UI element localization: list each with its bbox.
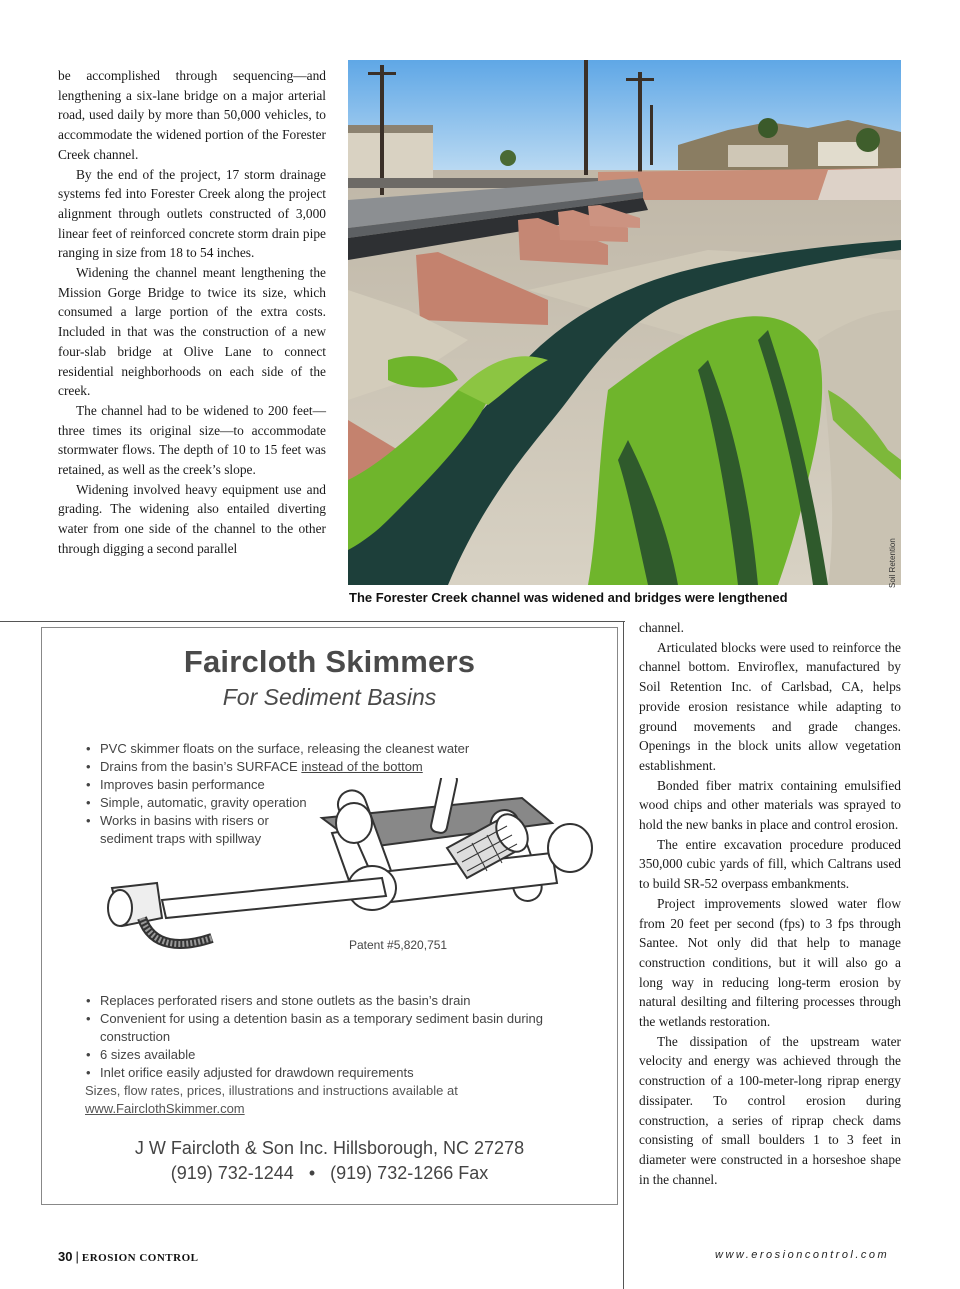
bullet-separator: • bbox=[298, 1163, 326, 1183]
ad-info bbox=[85, 1082, 458, 1118]
article-left-column bbox=[58, 66, 326, 559]
ad-company: J W Faircloth & Son Inc. Hillsborough, NC 27278 bbox=[134, 1138, 525, 1158]
vertical-divider bbox=[623, 621, 624, 1289]
horizontal-divider bbox=[0, 621, 625, 622]
article-paragraph: Widening involved heavy equipment use and grading. The widening also entailed diverting water from one side of the channel to the other through digging a second parallel bbox=[58, 481, 326, 556]
article-paragraph: Articulated blocks were used to reinforce the channel bottom. Enviroflex, manufactured by Soil Retention Inc. of Carlsbad, CA, helps provide erosion resistance while adapting to ground movements and grade changes. Openings in the block units allow vegetation establishment. bbox=[639, 639, 901, 773]
ad-features-bottom bbox=[86, 992, 606, 1082]
ad-patent: Patent #5,820,751 bbox=[349, 938, 448, 952]
ad-feature: • Replaces perforated risers and stone outlets as the basin’s drain bbox=[86, 992, 606, 1010]
article-paragraph: The channel had to be widened to 200 feet—three times its original size—to accommodate stormwater flows. The depth of 10 to 15 feet was retained, as well as the creek’s slope. bbox=[58, 402, 326, 478]
ad-feature: • Simple, automatic, gravity operation bbox=[86, 794, 506, 812]
article-paragraph: Project improvements slowed water flow from 20 feet per second (fps) to 3 fps through Santee. Not only did that help to manage construction conditions, but it will also go a long way in reducing long-term erosion by natural desilting and filtering processes through the wetlands restoration. bbox=[639, 895, 901, 1030]
magazine-name: EROSION CONTROL bbox=[81, 1252, 199, 1264]
faircloth-skimmer-advertisement bbox=[41, 627, 618, 1205]
article-paragraph: Widening the channel meant lengthening the Mission Gorge Bridge to twice its size, which consumed a large portion of the extra costs. Included in that was the construction of a new four-slab bridge at Olive Lane to connect residential neighborhoods on each side of the creek. bbox=[58, 265, 326, 399]
ad-feature: • Inlet orifice easily adjusted for drawdown requirements bbox=[86, 1064, 606, 1082]
footer-separator: | bbox=[75, 1249, 79, 1264]
article-paragraph: channel. bbox=[639, 620, 684, 635]
ad-website-link[interactable]: www.FairclothSkimmer.com bbox=[85, 1101, 245, 1116]
ad-feature: • 6 sizes available bbox=[86, 1046, 606, 1064]
page-number: 30 bbox=[58, 1249, 73, 1264]
ad-title: Faircloth Skimmers bbox=[183, 644, 476, 679]
article-paragraph: By the end of the project, 17 storm drainage systems fed into Forester Creek along the project alignment through outlets constructed of 3,000 linear feet of reinforced concrete storm drain pipe ranging in size from 18 to 54 inches. bbox=[58, 166, 326, 261]
skimmer-illustration bbox=[82, 778, 602, 978]
ad-feature bbox=[86, 758, 506, 776]
page-footer-left bbox=[58, 1249, 198, 1264]
footer-website[interactable]: www.erosioncontrol.com bbox=[715, 1249, 890, 1261]
ad-phone: (919) 732-1244 bbox=[170, 1163, 294, 1183]
creek-channel-photo bbox=[348, 60, 901, 585]
article-paragraph: Bonded fiber matrix containing emulsified wood chips and other materials was sprayed to hold the new banks in place and control erosion. bbox=[639, 777, 901, 833]
ad-fax: (919) 732-1266 Fax bbox=[330, 1163, 489, 1183]
ad-subtitle: For Sediment Basins bbox=[222, 684, 437, 710]
ad-phones bbox=[42, 1163, 617, 1184]
article-right-column bbox=[639, 618, 901, 1189]
photo-credit: Soil Retention bbox=[888, 538, 897, 588]
ad-info-text: Sizes, flow rates, prices, illustrations and instructions available at bbox=[85, 1083, 458, 1098]
photo-caption: The Forester Creek channel was widened and bridges were lengthened bbox=[349, 590, 788, 605]
article-paragraph: be accomplished through sequencing—and lengthening a six-lane bridge on a major arterial road, used daily by more than 50,000 vehicles, to accommodate the widened portion of the Forester Creek channel. bbox=[58, 68, 326, 162]
ad-feature: • Convenient for using a detention basin as a temporary sediment basin during construction bbox=[86, 1010, 606, 1046]
ad-feature: • Works in basins with risers or sediment traps with spillway bbox=[86, 812, 290, 848]
ad-feature: • PVC skimmer floats on the surface, releasing the cleanest water bbox=[86, 740, 506, 758]
article-paragraph: The dissipation of the upstream water velocity and energy was achieved through the construction of a 100-meter-long riprap energy dissipater. To control erosion during construction, a series of riprap check dams consisting of small boulders 1 to 3 feet in diameter were constructed in a horseshoe shape in the channel. bbox=[639, 1033, 901, 1187]
ad-feature: • Improves basin performance bbox=[86, 776, 506, 794]
ad-feature-part: Drains from the basin’s SURFACE instead of the bottom bbox=[100, 759, 423, 774]
article-paragraph: The entire excavation procedure produced 350,000 cubic yards of fill, which Caltrans used to build SR-52 overpass embankments. bbox=[639, 836, 901, 892]
